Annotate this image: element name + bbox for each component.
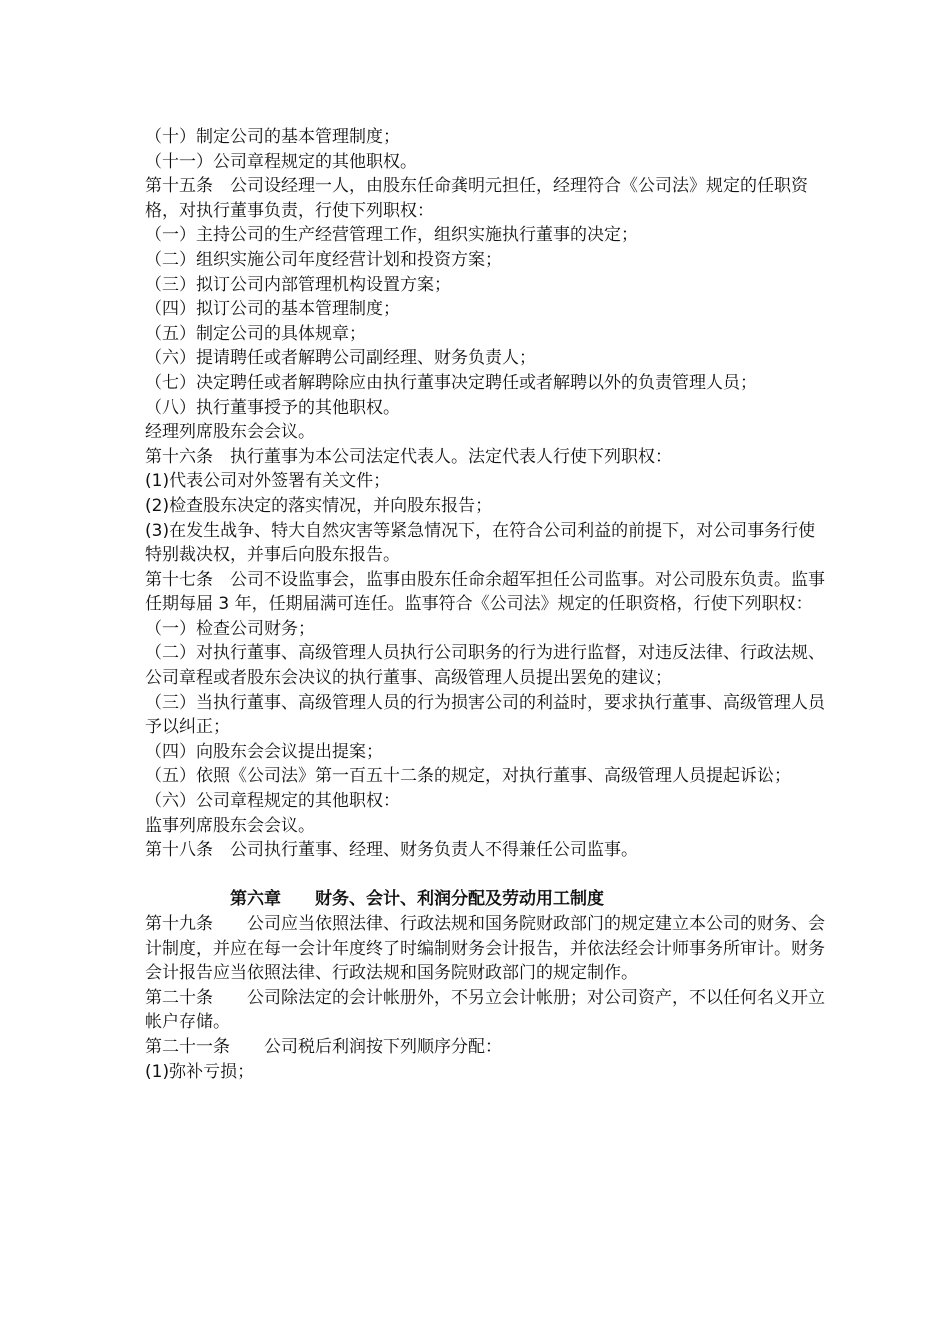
list-item: (1)弥补亏损；	[145, 1061, 255, 1082]
article-15: 第十五条 公司设经理一人，由股东任命龚明元担任，经理符合《公司法》规定的任职资格，对执行董事负责，行使下列职权：	[145, 176, 808, 221]
list-item: （二）组织实施公司年度经营计划和投资方案；	[145, 249, 502, 270]
list-item: （六）提请聘任或者解聘公司副经理、财务负责人；	[145, 348, 536, 369]
article-16: 第十六条 执行董事为本公司法定代表人。法定代表人行使下列职权：	[145, 446, 672, 467]
list-item: （三）拟订公司内部管理机构设置方案；	[145, 274, 451, 295]
paragraph: （十）制定公司的基本管理制度；	[145, 127, 400, 147]
paragraph: 经理列席股东会会议。	[145, 422, 315, 443]
article-21: 第二十一条 公司税后利润按下列顺序分配：	[145, 1036, 502, 1057]
article-19: 第十九条 公司应当依照法律、行政法规和国务院财政部门的规定建立本公司的财务、会计制度，并应在每一会计年度终了时编制财务会计报告，并依法经会计师事务所审计。财务会计报告应当依照法律、行政法规和国务院财政部门的规定制作。	[145, 914, 825, 984]
list-item: （一）主持公司的生产经营管理工作，组织实施执行董事的决定；	[145, 225, 638, 246]
blank-line	[145, 863, 825, 888]
list-item: （一）检查公司财务；	[145, 618, 315, 639]
list-item: （三）当执行董事、高级管理人员的行为损害公司的利益时，要求执行董事、高级管理人员予以纠正；	[145, 692, 825, 738]
chapter-heading: 第六章 财务、会计、利润分配及劳动用工制度	[230, 889, 604, 910]
list-item: （二）对执行董事、高级管理人员执行公司职务的行为进行监督，对违反法律、行政法规、公司章程或者股东会决议的执行董事、高级管理人员提出罢免的建议；	[145, 643, 825, 689]
list-item: (2)检查股东决定的落实情况，并向股东报告；	[145, 495, 493, 516]
article-18: 第十八条 公司执行董事、经理、财务负责人不得兼任公司监事。	[145, 840, 638, 861]
paragraph: （十一）公司章程规定的其他职权。	[145, 151, 417, 172]
list-item: （四）拟订公司的基本管理制度；	[145, 299, 400, 320]
list-item: (1)代表公司对外签署有关文件；	[145, 471, 391, 492]
list-item: (3)在发生战争、特大自然灾害等紧急情况下，在符合公司利益的前提下，对公司事务行使特别裁决权，并事后向股东报告。	[145, 520, 816, 566]
article-20: 第二十条 公司除法定的会计帐册外，不另立会计帐册；对公司资产，不以任何名义开立帐户存储。	[145, 987, 825, 1033]
list-item: （六）公司章程规定的其他职权：	[145, 791, 400, 812]
paragraph: 监事列席股东会会议。	[145, 815, 315, 836]
list-item: （四）向股东会会议提出提案；	[145, 741, 383, 762]
document-body	[145, 125, 825, 1084]
article-17: 第十七条 公司不设监事会，监事由股东任命余超军担任公司监事。对公司股东负责。监事任期每届 3 年，任期届满可连任。监事符合《公司法》规定的任职资格，行使下列职权：	[145, 569, 825, 615]
list-item: （五）制定公司的具体规章；	[145, 323, 366, 344]
list-item: （七）决定聘任或者解聘除应由执行董事决定聘任或者解聘以外的负责管理人员；	[145, 372, 757, 393]
list-item: （五）依照《公司法》第一百五十二条的规定，对执行董事、高级管理人员提起诉讼；	[145, 766, 791, 787]
list-item: （八）执行董事授予的其他职权。	[145, 397, 400, 418]
